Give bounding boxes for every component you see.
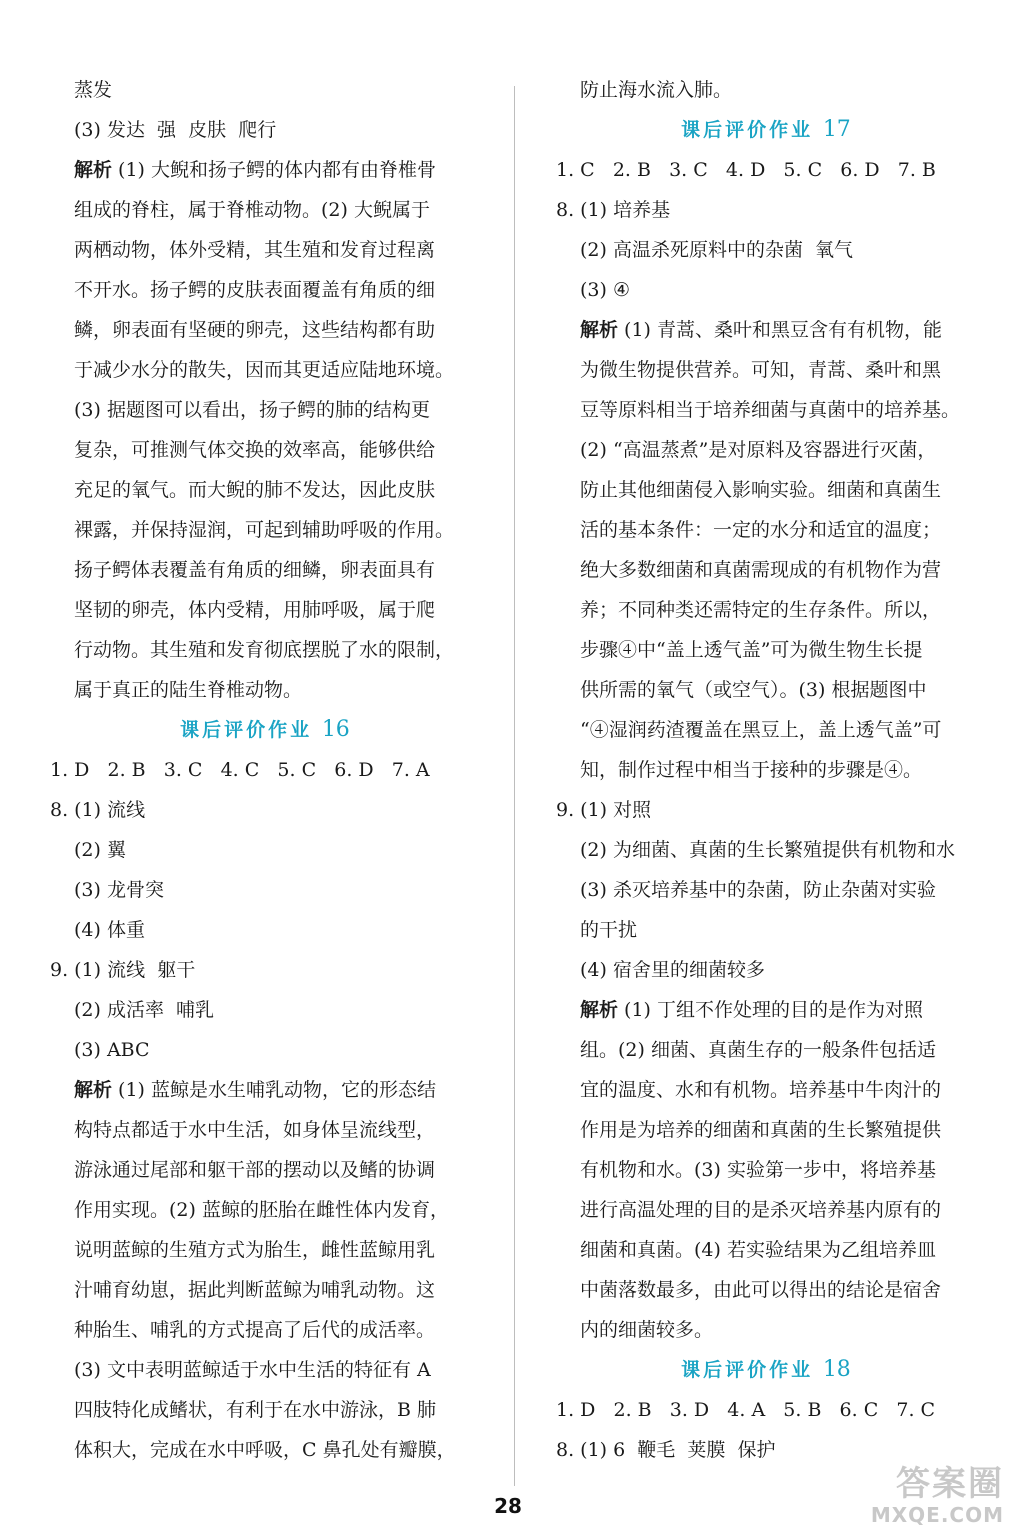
answer-line — [50, 750, 480, 790]
line-text: 豆等原料相当于培养细菌与真菌中的培养基。 — [580, 399, 961, 421]
left-column — [50, 70, 480, 1470]
line-text: (3) 杀灭培养基中的杂菌，防止杂菌对实验 — [580, 879, 936, 901]
line-text: 养；不同种类还需特定的生存条件。所以， — [580, 599, 942, 621]
line-text: 坚韧的卵壳，体内受精，用肺呼吸，属于爬 — [74, 599, 436, 621]
line-text: 的干扰 — [580, 919, 638, 941]
text-line — [556, 750, 976, 790]
text-line — [556, 1030, 976, 1070]
line-text: 裸露，并保持湿润，可起到辅助呼吸的作用。 — [74, 519, 455, 541]
line-text: 细菌和真菌。(4) 若实验结果为乙组培养皿 — [580, 1239, 936, 1261]
line-text: (1) 大鲵和扬子鳄的体内都有由脊椎骨 — [112, 159, 437, 181]
text-line — [50, 1070, 480, 1110]
text-line — [556, 950, 976, 990]
text-line — [50, 590, 480, 630]
line-text: 进行高温处理的目的是杀灭培养基内原有的 — [580, 1199, 942, 1221]
text-line — [50, 510, 480, 550]
line-text: (2) 翼 — [74, 839, 126, 861]
text-line — [556, 590, 976, 630]
section-title-number: 16 — [321, 717, 350, 742]
line-text: 游泳通过尾部和躯干部的摆动以及鳍的协调 — [74, 1159, 436, 1181]
text-line — [50, 230, 480, 270]
line-text: 属于真正的陆生脊椎动物。 — [74, 679, 303, 701]
text-line — [50, 310, 480, 350]
line-text: (2) “高温蒸煮”是对原料及容器进行灭菌， — [580, 439, 937, 461]
section-title-text: 课后评价作业 — [180, 719, 313, 741]
line-text: (1) 青蒿、桑叶和黑豆含有有机物，能 — [618, 319, 943, 341]
text-line — [50, 830, 480, 870]
line-text: 活的基本条件：一定的水分和适宜的温度； — [580, 519, 942, 541]
text-line — [556, 830, 976, 870]
text-line — [556, 910, 976, 950]
line-text: 作用实现。(2) 蓝鲸的胚胎在雌性体内发育， — [74, 1199, 449, 1221]
line-text: 1. D 2. B 3. C 4. C 5. C 6. D 7. A — [50, 759, 430, 781]
page-number: 28 — [494, 1494, 522, 1518]
text-line — [50, 550, 480, 590]
line-text: 种胎生、哺乳的方式提高了后代的成活率。 — [74, 1319, 436, 1341]
text-line — [50, 990, 480, 1030]
text-line — [556, 270, 976, 310]
text-line — [50, 1390, 480, 1430]
text-line — [556, 870, 976, 910]
line-text: 不开水。扬子鳄的皮肤表面覆盖有角质的细 — [74, 279, 436, 301]
line-text: (3) 龙骨突 — [74, 879, 164, 901]
text-line — [50, 630, 480, 670]
line-text: 8. (1) 6 鞭毛 荚膜 保护 — [556, 1439, 776, 1461]
text-line — [50, 150, 480, 190]
line-text: (3) 文中表明蓝鲸适于水中生活的特征有 A — [74, 1359, 431, 1381]
text-line — [50, 350, 480, 390]
line-text: 中菌落数最多，由此可以得出的结论是宿舍 — [580, 1279, 942, 1301]
line-text: 9. (1) 流线 躯干 — [50, 959, 196, 981]
text-line — [50, 670, 480, 710]
text-line — [50, 910, 480, 950]
line-text: 1. C 2. B 3. C 4. D 5. C 6. D 7. B — [556, 159, 936, 181]
text-line — [50, 270, 480, 310]
text-line — [50, 1230, 480, 1270]
line-text: (3) ④ — [580, 279, 630, 301]
line-text: 绝大多数细菌和真菌需现成的有机物作为营 — [580, 559, 942, 581]
line-text: 扬子鳄体表覆盖有角质的细鳞，卵表面具有 — [74, 559, 436, 581]
line-text: 为微生物提供营养。可知，青蒿、桑叶和黑 — [580, 359, 942, 381]
line-text: 组成的脊柱，属于脊椎动物。(2) 大鲵属于 — [74, 199, 430, 221]
analysis-label: 解析 — [580, 999, 619, 1021]
text-line — [556, 630, 976, 670]
line-text: 步骤④中“盖上透气盖”可为微生物生长提 — [580, 639, 923, 661]
line-text: (3) 发达 强 皮肤 爬行 — [74, 119, 277, 141]
line-text: 汁哺育幼崽，据此判断蓝鲸为哺乳动物。这 — [74, 1279, 436, 1301]
text-line — [50, 1190, 480, 1230]
text-line — [50, 870, 480, 910]
text-line — [556, 510, 976, 550]
text-line — [556, 990, 976, 1030]
text-line — [556, 670, 976, 710]
line-text: (2) 为细菌、真菌的生长繁殖提供有机物和水 — [580, 839, 955, 861]
watermark-url: MXQE.COM — [870, 1503, 1004, 1527]
line-text: 于减少水分的散失，因而其更适应陆地环境。 — [74, 359, 455, 381]
text-line — [50, 190, 480, 230]
section-title — [556, 1350, 976, 1390]
text-line — [50, 1350, 480, 1390]
text-line — [556, 550, 976, 590]
line-text: 组。(2) 细菌、真菌生存的一般条件包括适 — [580, 1039, 936, 1061]
answer-line — [50, 950, 480, 990]
section-title-text: 课后评价作业 — [681, 1359, 814, 1381]
line-text: 说明蓝鲸的生殖方式为胎生，雌性蓝鲸用乳 — [74, 1239, 436, 1261]
text-line — [50, 70, 480, 110]
section-title — [50, 710, 480, 750]
watermark-logo — [814, 1464, 1004, 1530]
text-line — [556, 1310, 976, 1350]
analysis-label: 解析 — [74, 1079, 113, 1101]
line-text: 供所需的氧气（或空气）。(3) 根据题图中 — [580, 679, 927, 701]
line-text: (4) 体重 — [74, 919, 145, 941]
line-text: 作用是为培养的细菌和真菌的生长繁殖提供 — [580, 1119, 942, 1141]
answer-line — [556, 150, 976, 190]
watermark-text: 答案圈 — [896, 1464, 1004, 1504]
line-text: (1) 蓝鲸是水生哺乳动物，它的形态结 — [112, 1079, 437, 1101]
section-title-number: 17 — [822, 117, 851, 142]
line-text: 行动物。其生殖和发育彻底摆脱了水的限制， — [74, 639, 455, 661]
line-text: 有机物和水。(3) 实验第一步中，将培养基 — [580, 1159, 936, 1181]
line-text: “④湿润药渣覆盖在黑豆上，盖上透气盖”可 — [580, 719, 942, 741]
text-line — [50, 1270, 480, 1310]
line-text: 复杂，可推测气体交换的效率高，能够供给 — [74, 439, 436, 461]
line-text: (1) 丁组不作处理的目的是作为对照 — [618, 999, 924, 1021]
line-text: 8. (1) 流线 — [50, 799, 146, 821]
text-line — [556, 390, 976, 430]
line-text: 两栖动物，体外受精，其生殖和发育过程离 — [74, 239, 436, 261]
section-title-number: 18 — [822, 1357, 851, 1382]
text-line — [556, 350, 976, 390]
answer-line — [556, 190, 976, 230]
text-line — [50, 110, 480, 150]
line-text: 蒸发 — [74, 79, 113, 101]
text-line — [556, 710, 976, 750]
text-line — [50, 1150, 480, 1190]
line-text: 构特点都适于水中生活，如身体呈流线型， — [74, 1119, 436, 1141]
line-text: 知，制作过程中相当于接种的步骤是④。 — [580, 759, 923, 781]
line-text: 宜的温度、水和有机物。培养基中牛肉汁的 — [580, 1079, 942, 1101]
line-text: (2) 高温杀死原料中的杂菌 氧气 — [580, 239, 854, 261]
line-text: 8. (1) 培养基 — [556, 199, 671, 221]
text-line — [556, 70, 976, 110]
line-text: (3) 据题图可以看出，扬子鳄的肺的结构更 — [74, 399, 430, 421]
answer-line — [556, 1390, 976, 1430]
text-line — [556, 1190, 976, 1230]
text-line — [50, 1310, 480, 1350]
line-text: (2) 成活率 哺乳 — [74, 999, 215, 1021]
text-line — [556, 1150, 976, 1190]
line-text: (4) 宿舍里的细菌较多 — [580, 959, 765, 981]
text-line — [50, 390, 480, 430]
right-column — [556, 70, 976, 1470]
text-line — [50, 1430, 480, 1470]
text-line — [556, 1270, 976, 1310]
line-text: 防止海水流入肺。 — [580, 79, 733, 101]
line-text: 充足的氧气。而大鲵的肺不发达，因此皮肤 — [74, 479, 436, 501]
line-text: 防止其他细菌侵入影响实验。细菌和真菌生 — [580, 479, 942, 501]
analysis-label: 解析 — [74, 159, 113, 181]
text-line — [50, 1030, 480, 1070]
text-line — [50, 430, 480, 470]
line-text: 四肢特化成鳍状，有利于在水中游泳，B 肺 — [74, 1399, 437, 1421]
answer-line — [50, 790, 480, 830]
column-divider — [514, 86, 515, 1486]
text-line — [556, 230, 976, 270]
answer-line — [556, 790, 976, 830]
line-text: 体积大，完成在水中呼吸，C 鼻孔处有瓣膜， — [74, 1439, 456, 1461]
text-line — [556, 430, 976, 470]
text-line — [556, 1070, 976, 1110]
analysis-label: 解析 — [580, 319, 619, 341]
text-line — [556, 470, 976, 510]
line-text: 9. (1) 对照 — [556, 799, 652, 821]
section-title-text: 课后评价作业 — [681, 119, 814, 141]
text-line — [556, 1230, 976, 1270]
text-line — [556, 310, 976, 350]
text-line — [50, 470, 480, 510]
line-text: (3) ABC — [74, 1039, 150, 1061]
line-text: 1. D 2. B 3. D 4. A 5. B 6. C 7. C — [556, 1399, 936, 1421]
line-text: 内的细菌较多。 — [580, 1319, 714, 1341]
text-line — [50, 1110, 480, 1150]
line-text: 鳞，卵表面有坚硬的卵壳，这些结构都有助 — [74, 319, 436, 341]
text-line — [556, 1110, 976, 1150]
section-title — [556, 110, 976, 150]
